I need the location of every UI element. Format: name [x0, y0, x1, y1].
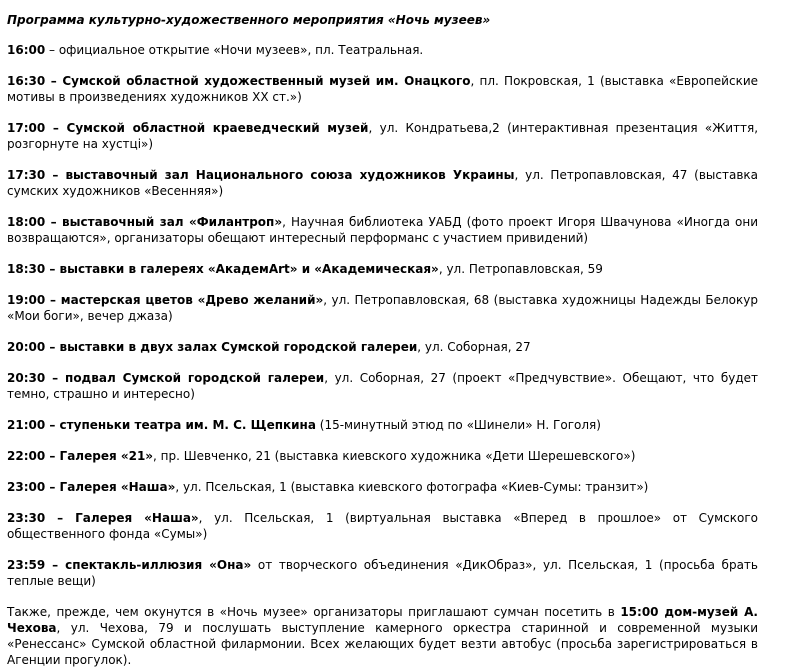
schedule-item [7, 261, 758, 277]
schedule-item [7, 167, 758, 199]
schedule-item [7, 370, 758, 402]
closing-note-text-after: , ул. Чехова, 79 и послушать выступление камерного оркестра старинной и современной музыки «Ренессанс» Сумской областной филармонии. Всех желающих будет везти автобус (просьба зарегистрироваться в Агенции прогулок). [7, 621, 758, 667]
schedule-item-time-venue: 23:59 – спектакль-иллюзия «Она» [7, 558, 252, 572]
schedule-item-details: , ул. Псельская, 1 (виртуальная выставка «Вперед в прошлое» от Сумского общественного фонда «Сумы») [7, 511, 758, 541]
schedule-item-details: (15-минутный этюд по «Шинели» Н. Гоголя) [315, 418, 601, 432]
schedule-item [7, 448, 758, 464]
closing-note [7, 604, 758, 668]
schedule-item-time-venue: 20:30 – подвал Сумской городской галереи [7, 371, 325, 385]
schedule-item-time-venue: 18:30 – выставки в галереях «АкадемArt» и «Академическая» [7, 262, 439, 276]
schedule-item-details: – официальное открытие «Ночи музеев», пл. Театральная. [45, 43, 424, 57]
schedule-item [7, 557, 758, 589]
schedule-item-details: , пл. Покровская, 1 (выставка «Европейские мотивы в произведениях художников XX ст.») [7, 74, 758, 104]
schedule-item-time-venue: 21:00 – ступеньки театра им. М. С. Щепкина [7, 418, 316, 432]
document-title: Программа культурно-художественного мероприятия «Ночь музеев» [7, 13, 491, 27]
schedule-item-details: от творческого объединения «ДикОбраз», ул. Псельская, 1 (просьба брать теплые вещи) [7, 558, 758, 588]
schedule-item-time-venue: 19:00 – мастерская цветов «Древо желаний» [7, 293, 324, 307]
schedule-item-details: , ул. Петропавловская, 68 (выставка художницы Надежды Белокур «Мои боги», вечер джаза) [7, 293, 758, 323]
schedule-item [7, 339, 758, 355]
schedule-item-time-venue: 17:00 – Сумской областной краеведческий музей [7, 121, 369, 135]
schedule-item-details: , Научная библиотека УАБД (фото проект Игоря Швачунова «Иногда они возвращаются», организаторы обещают интересный перформанс с участием привидений) [7, 215, 759, 245]
closing-note-text-before: Также, прежде, чем окунутся в «Ночь музее» организаторы приглашают сумчан посетить в [7, 605, 621, 619]
schedule-item-details: , ул. Кондратьева,2 (интерактивная презентация «Життя, розгорнуте на хустці») [7, 121, 759, 151]
schedule-item [7, 417, 758, 433]
schedule-item-time-venue: 20:00 – выставки в двух залах Сумской городской галереи [7, 340, 418, 354]
schedule-item-details: , пр. Шевченко, 21 (выставка киевского художника «Дети Шерешевского») [153, 449, 636, 463]
schedule-item-time-venue: 23:30 – Галерея «Наша» [7, 511, 199, 525]
schedule-item [7, 73, 758, 105]
schedule-item [7, 214, 758, 246]
closing-note-highlight: 15:00 дом-музей А. Чехова [7, 605, 758, 635]
schedule-item [7, 42, 758, 58]
schedule-item-details: , ул. Соборная, 27 [417, 340, 531, 354]
schedule-item-details: , ул. Псельская, 1 (выставка киевского фотографа «Киев-Сумы: транзит») [175, 480, 649, 494]
schedule-item-time-venue: 22:00 – Галерея «21» [7, 449, 154, 463]
schedule-item-details: , ул. Петропавловская, 47 (выставка сумских художников «Весенняя») [7, 168, 759, 198]
schedule-item-details: , ул. Петропавловская, 59 [438, 262, 603, 276]
schedule-list [7, 42, 758, 589]
schedule-item [7, 120, 758, 152]
schedule-item-time-venue: 23:00 – Галерея «Наша» [7, 480, 176, 494]
schedule-item-time-venue: 16:30 – Сумской областной художественный музей им. Онацкого [7, 74, 471, 88]
schedule-item [7, 510, 758, 542]
schedule-item [7, 479, 758, 495]
schedule-item-time-venue: 16:00 [7, 43, 46, 57]
schedule-item-details: , ул. Соборная, 27 (проект «Предчувствие». Обещают, что будет темно, страшно и интересно) [7, 371, 758, 401]
schedule-item [7, 292, 758, 324]
schedule-item-time-venue: 18:00 – выставочный зал «Филантроп» [7, 215, 283, 229]
schedule-item-time-venue: 17:30 – выставочный зал Национального союза художников Украины [7, 168, 515, 182]
